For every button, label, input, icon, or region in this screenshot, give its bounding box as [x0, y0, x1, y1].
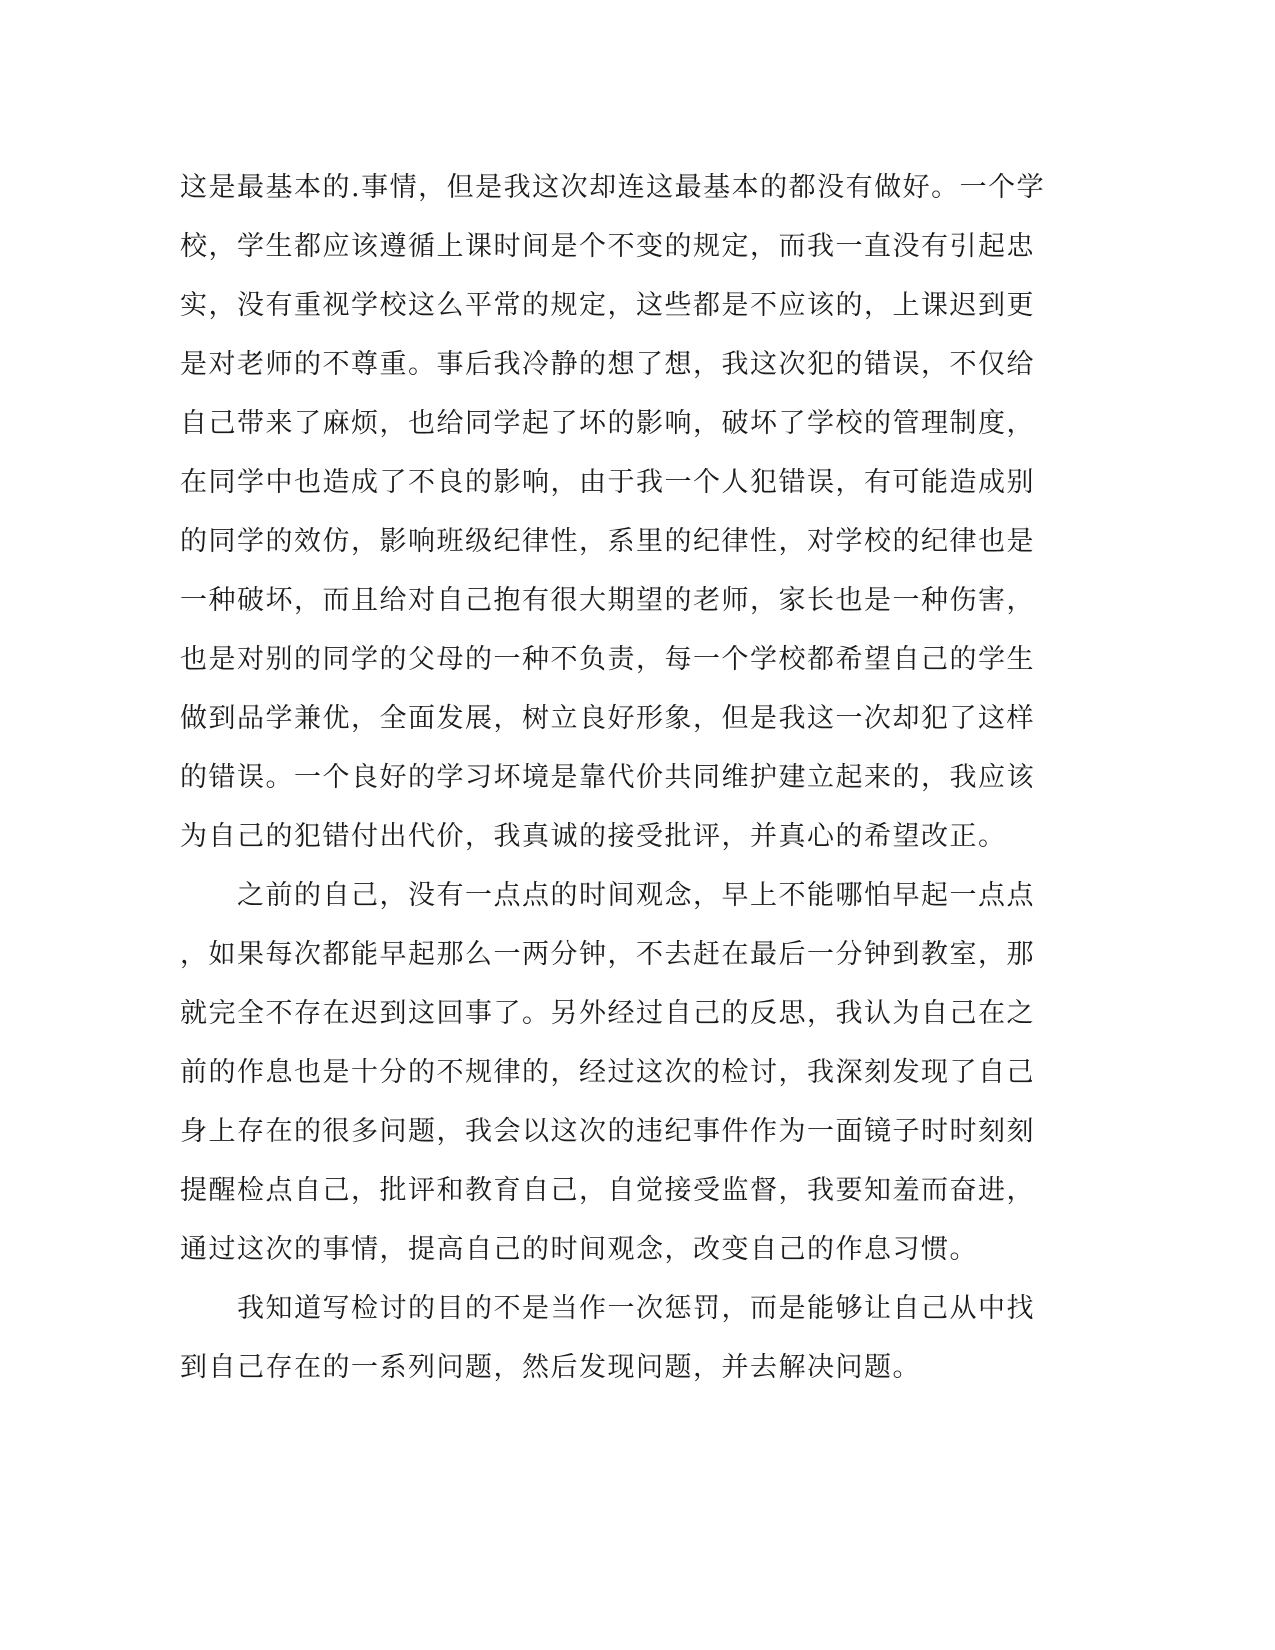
- text-line: 到自己存在的一系列问题，然后发现问题，并去解决问题。: [180, 1352, 921, 1383]
- text-line: 的同学的效仿，影响班级纪律性，系里的纪律性，对学校的纪律也是: [180, 526, 1035, 557]
- text-line: 实，没有重视学校这么平常的规定，这些都是不应该的，上课迟到更: [180, 290, 1035, 321]
- text-line: 通过这次的事情，提高自己的时间观念，改变自己的作息习惯。: [180, 1234, 978, 1265]
- text-line: ，如果每次都能早起那么一两分钟，不去赶在最后一分钟到教室，那: [180, 939, 1035, 970]
- text-line: 为自己的犯错付出代价，我真诚的接受批评，并真心的希望改正。: [180, 821, 1007, 852]
- text-line: 也是对别的同学的父母的一种不负责，每一个学校都希望自己的学生: [180, 644, 1035, 675]
- text-line: 校，学生都应该遵循上课时间是个不变的规定，而我一直没有引起忠: [180, 231, 1035, 262]
- text-line: 的错误。一个良好的学习坏境是靠代价共同维护建立起来的，我应该: [180, 762, 1035, 793]
- text-line: 之前的自己，没有一点点的时间观念，早上不能哪怕早起一点点: [180, 880, 1035, 911]
- text-line: 在同学中也造成了不良的影响，由于我一个人犯错误，有可能造成别: [180, 467, 1035, 498]
- text-line: 提醒检点自己，批评和教育自己，自觉接受监督，我要知羞而奋进，: [180, 1175, 1035, 1206]
- text-line: 是对老师的不尊重。事后我冷静的想了想，我这次犯的错误，不仅给: [180, 349, 1035, 380]
- document-body: [180, 158, 1046, 1397]
- text-line: 做到品学兼优，全面发展，树立良好形象，但是我这一次却犯了这样: [180, 703, 1035, 734]
- text-line: 自己带来了麻烦，也给同学起了坏的影响，破坏了学校的管理制度，: [180, 408, 1035, 439]
- text-line: 这是最基本的.事情，但是我这次却连这最基本的都没有做好。一个学: [180, 172, 1046, 203]
- text-line: 前的作息也是十分的不规律的，经过这次的检讨，我深刻发现了自己: [180, 1057, 1035, 1088]
- text-line: 身上存在的很多问题，我会以这次的违纪事件作为一面镜子时时刻刻: [180, 1116, 1035, 1147]
- text-line: 我知道写检讨的目的不是当作一次惩罚，而是能够让自己从中找: [180, 1293, 1035, 1324]
- text-line: 就完全不存在迟到这回事了。另外经过自己的反思，我认为自己在之: [180, 998, 1035, 1029]
- text-line: 一种破坏，而且给对自己抱有很大期望的老师，家长也是一种伤害，: [180, 585, 1035, 616]
